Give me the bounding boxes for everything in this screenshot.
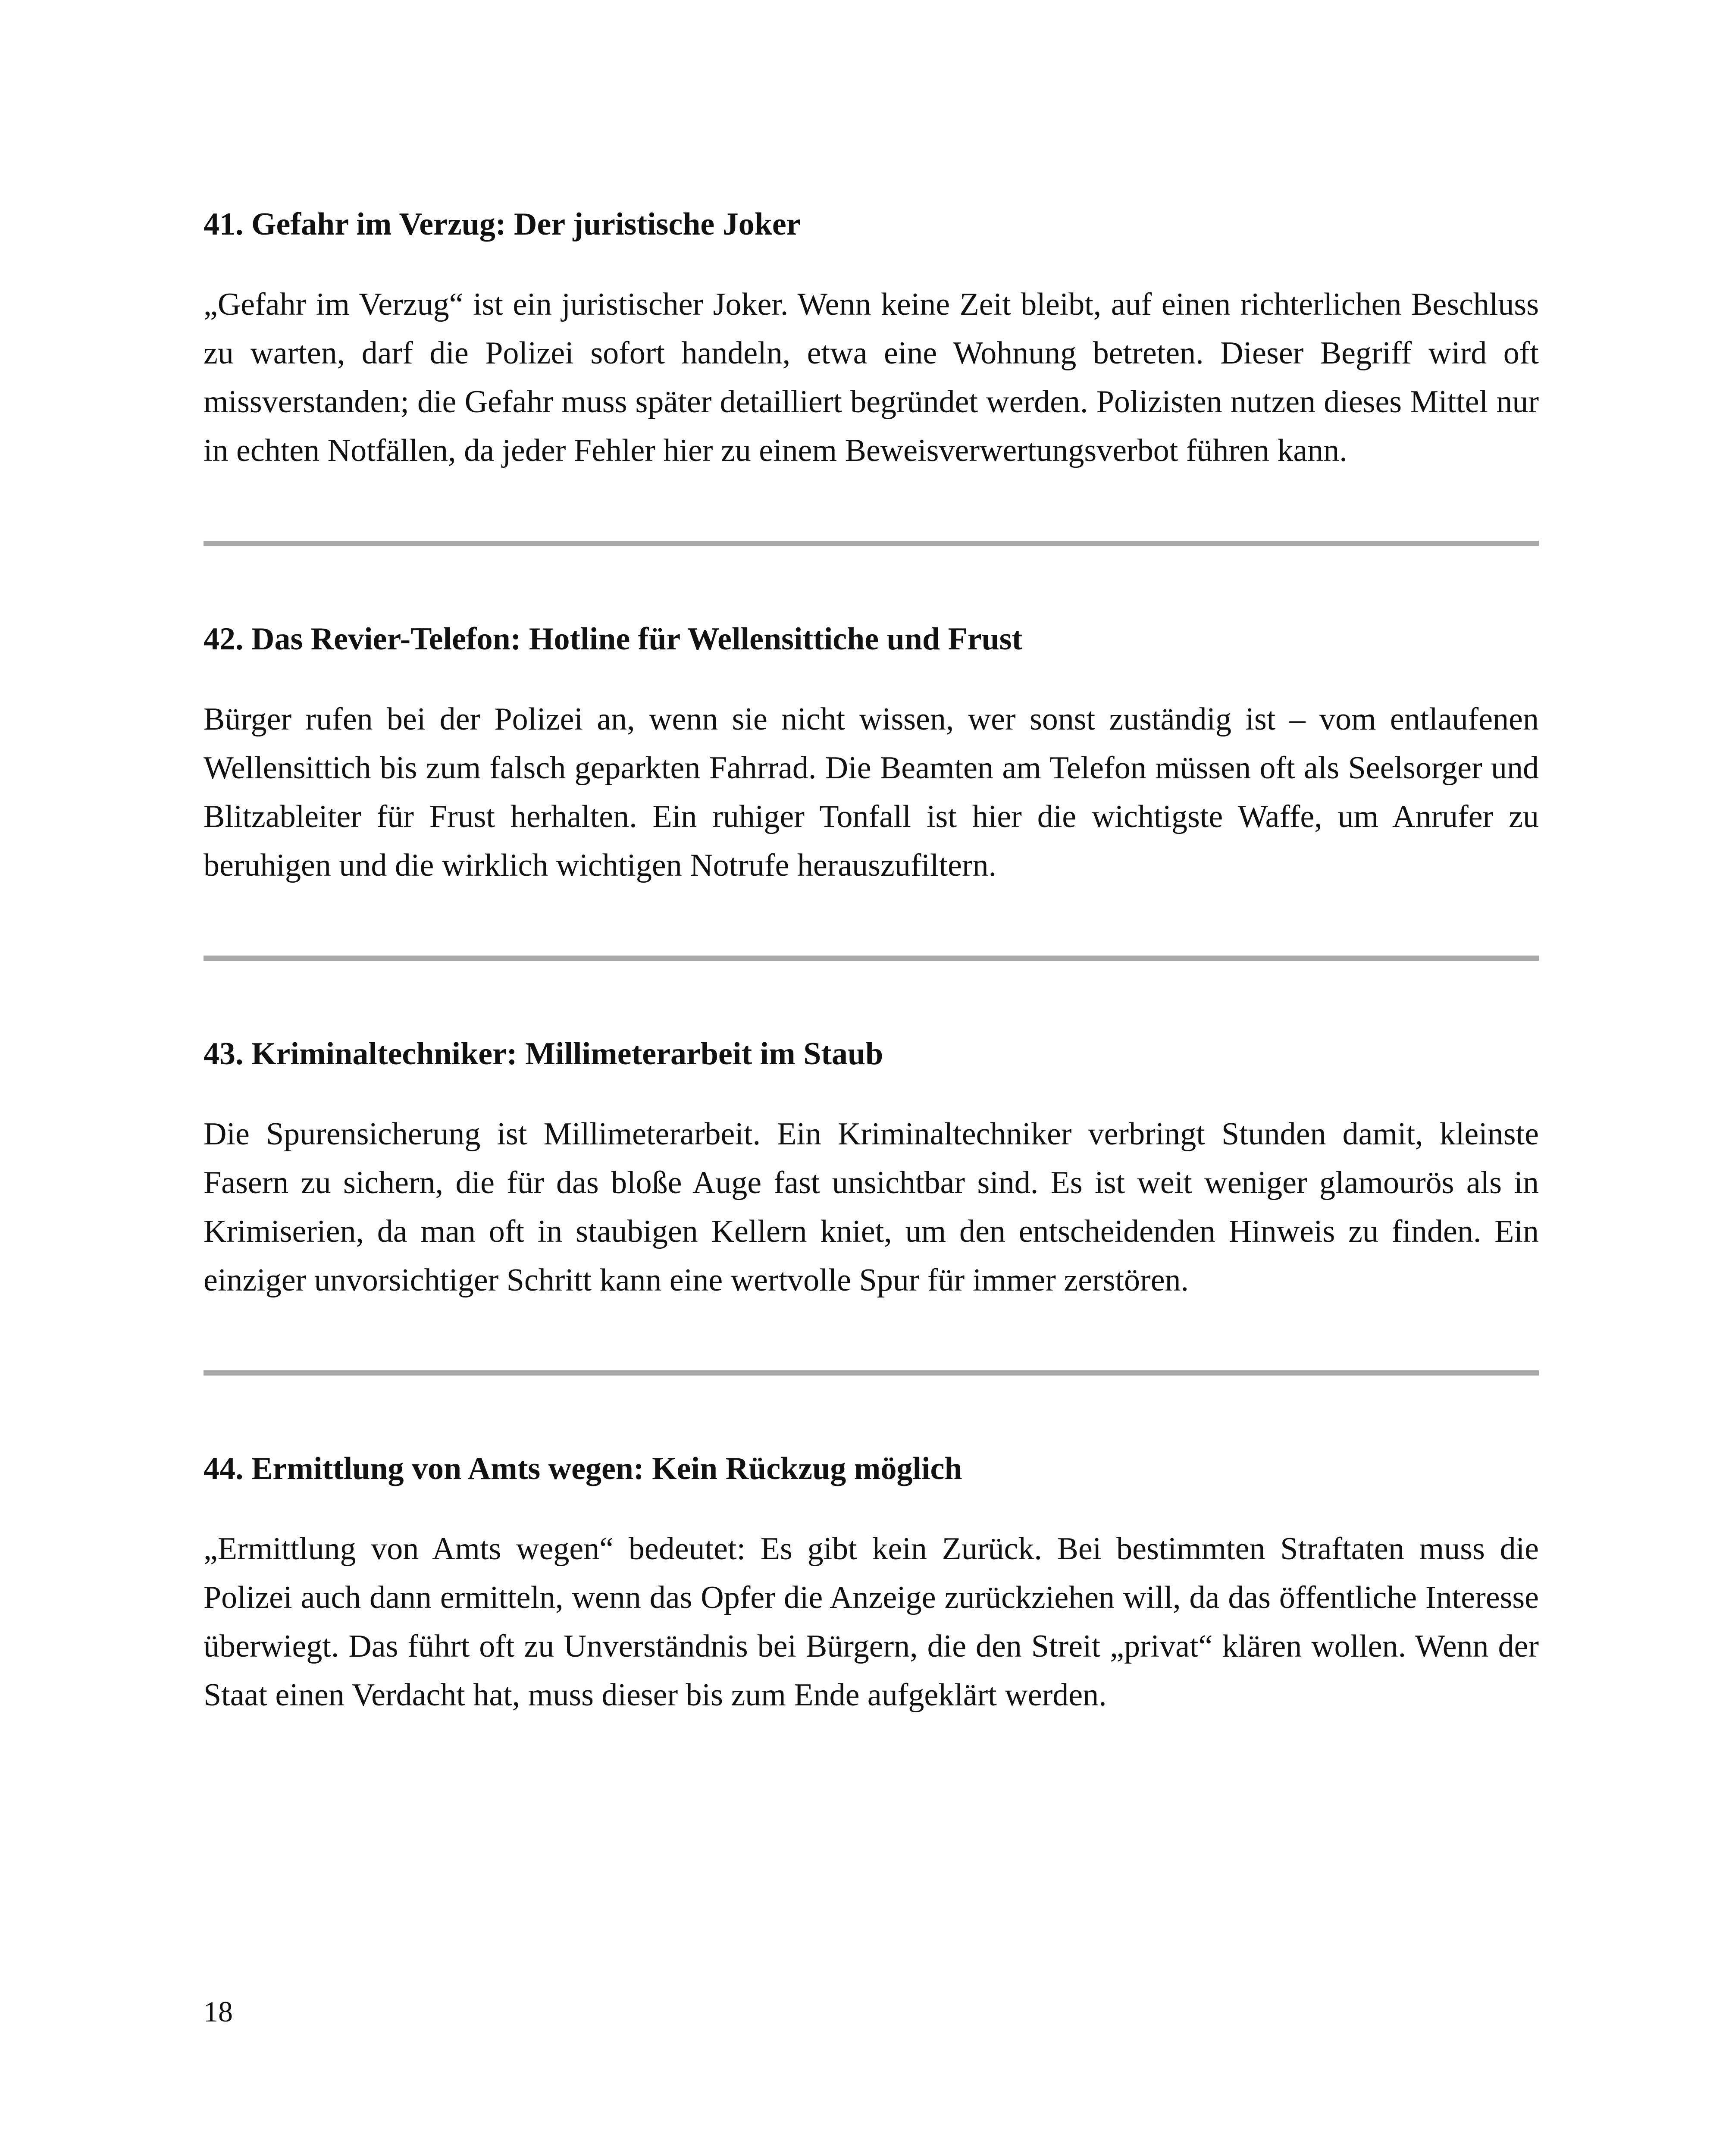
section-42 [204, 617, 1539, 890]
section-divider [204, 956, 1539, 961]
page-number: 18 [204, 1995, 233, 2028]
section-body: Bürger rufen bei der Polizei an, wenn sie nicht wissen, wer sonst zuständig ist – vom entlaufenen Wellensittich bis zum falsch geparkten Fahrrad. Die Beamten am Telefon müssen oft als Seelsorger und Blitzableiter für Frust herhalten. Ein ruhiger Tonfall ist hier die wichtigste Waffe, um Anrufer zu beruhigen und die wirklich wichtigen Notrufe herauszufiltern. [204, 702, 1539, 883]
section-title: 44. Ermittlung von Amts wegen: Kein Rückzug möglich [204, 1451, 962, 1486]
section-44 [204, 1447, 1539, 1720]
document-page [204, 203, 1539, 1720]
section-title: 43. Kriminaltechniker: Millimeterarbeit im Staub [204, 1036, 883, 1072]
section-title: 42. Das Revier-Telefon: Hotline für Wellensittiche und Frust [204, 621, 1023, 657]
section-body: „Gefahr im Verzug“ ist ein juristischer Joker. Wenn keine Zeit bleibt, auf einen richterlichen Beschluss zu warten, darf die Polizei sofort handeln, etwa eine Wohnung betreten. Dieser Begriff wird oft missverstanden; die Gefahr muss später detailliert begründet werden. Polizisten nutzen dieses Mittel nur in echten Notfällen, da jeder Fehler hier zu einem Beweisverwertungsverbot führen kann. [204, 287, 1539, 468]
section-body: „Ermittlung von Amts wegen“ bedeutet: Es gibt kein Zurück. Bei bestimmten Straftaten muss die Polizei auch dann ermitteln, wenn das Opfer die Anzeige zurückziehen will, da das öffentliche Interesse überwiegt. Das führt oft zu Unverständnis bei Bürgern, die den Streit „privat“ klären wollen. Wenn der Staat einen Verdacht hat, muss dieser bis zum Ende aufgeklärt werden. [204, 1531, 1539, 1713]
section-43 [204, 1032, 1539, 1305]
section-41 [204, 203, 1539, 475]
section-divider [204, 541, 1539, 546]
section-title: 41. Gefahr im Verzug: Der juristische Joker [204, 207, 801, 242]
section-body: Die Spurensicherung ist Millimeterarbeit. Ein Kriminaltechniker verbringt Stunden damit, kleinste Fasern zu sichern, die für das bloße Auge fast unsichtbar sind. Es ist weit weniger glamourös als in Krimiserien, da man oft in staubigen Kellern kniet, um den entscheidenden Hinweis zu finden. Ein einziger unvorsichtiger Schritt kann eine wertvolle Spur für immer zerstören. [204, 1116, 1539, 1298]
section-divider [204, 1370, 1539, 1376]
